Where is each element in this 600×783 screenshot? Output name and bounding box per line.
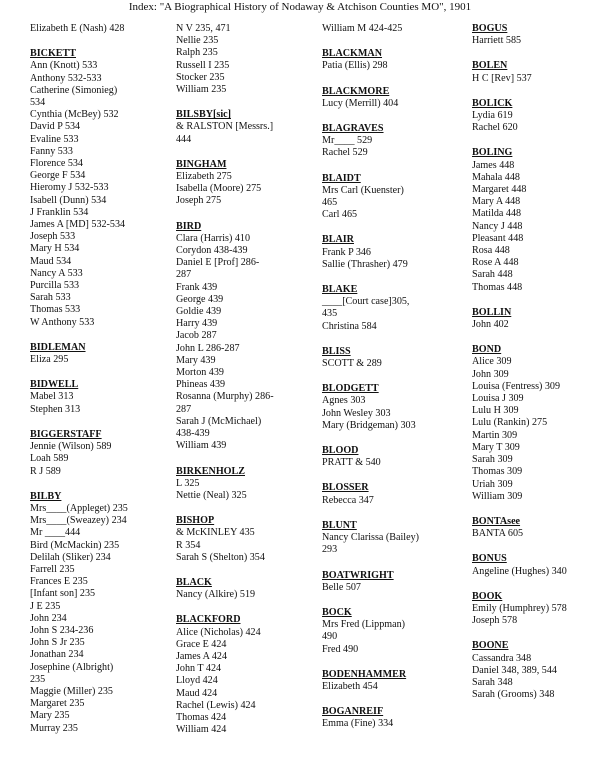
index-entry: Isabell (Dunn) 534 — [30, 194, 107, 206]
index-entry: Rosanna (Murphy) 286- — [176, 391, 274, 403]
index-section — [322, 482, 460, 506]
index-entry: Pleasant 448 — [472, 232, 524, 244]
index-entry: W Anthony 533 — [30, 316, 95, 328]
index-entry: John Wesley 303 — [322, 407, 391, 419]
index-entry: Mrs____(Sweazey) 234 — [30, 515, 127, 527]
index-entry: J E 235 — [30, 600, 61, 612]
index-entry: Russell I 235 — [176, 59, 230, 71]
page-header: Index: "A Biographical History of Nodaway & Atchison Counties MO", 1901 — [128, 1, 472, 13]
index-section — [30, 342, 162, 366]
surname-heading: BINGHAM — [176, 158, 227, 170]
index-entry: Bird (McMackin) 235 — [30, 539, 120, 551]
surname-heading: BIDWELL — [30, 379, 79, 391]
index-section — [472, 23, 596, 47]
surname-heading: BOND — [472, 344, 502, 356]
index-section — [472, 60, 596, 84]
index-entry: Purcilla 533 — [30, 280, 80, 292]
index-entry: Thomas 533 — [30, 304, 81, 316]
index-entry: Jacob 287 — [176, 330, 217, 342]
surname-heading: BOOK — [472, 590, 503, 602]
index-entry: Martin 309 — [472, 429, 518, 441]
surname-heading: BOONE — [472, 640, 509, 652]
index-entry: William M 424-425 — [322, 23, 403, 34]
surname-heading: BOCK — [322, 606, 352, 618]
index-entry: Daniel 348, 389, 544 — [472, 664, 557, 676]
index-section — [472, 344, 596, 503]
index-entry: Joseph 533 — [30, 231, 76, 243]
index-entry: Nancy Clarissa (Bailey) — [322, 532, 419, 544]
index-entry: Sarah S (Shelton) 354 — [176, 551, 265, 563]
index-entry: Daniel E [Prof] 286- — [176, 257, 260, 269]
surname-heading: BLAGRAVES — [322, 123, 384, 135]
index-entry: PRATT & 540 — [322, 457, 381, 469]
index-section — [322, 570, 460, 594]
index-entry: N V 235, 471 — [176, 23, 231, 34]
index-section — [30, 429, 162, 478]
index-entry: James A 424 — [176, 650, 228, 662]
surname-heading: BLISS — [322, 345, 351, 357]
index-entry: Fanny 533 — [30, 145, 73, 157]
index-section — [322, 173, 460, 222]
index-section — [176, 577, 310, 601]
index-entry: Eliza 295 — [30, 354, 69, 366]
index-entry: Loah 589 — [30, 453, 69, 465]
surname-heading: BLOSSER — [322, 482, 369, 494]
index-entry: Rose A 448 — [472, 257, 519, 269]
index-entry: Louisa J 309 — [472, 393, 524, 405]
index-section — [322, 520, 460, 557]
index-entry: John 234 — [30, 612, 67, 624]
index-entry: Sarah 309 — [472, 454, 513, 466]
index-entry: Christina 584 — [322, 320, 377, 332]
surname-heading: BLODGETT — [322, 383, 379, 395]
index-entry: Mrs Carl (Kuenster) — [322, 184, 404, 196]
index-entry: Florence 534 — [30, 158, 83, 170]
index-entry: Sarah 533 — [30, 292, 71, 304]
surname-heading: BOGANREIF — [322, 706, 384, 718]
index-entry: Rachel 529 — [322, 147, 368, 159]
index-section — [176, 614, 310, 736]
index-entry: John 309 — [472, 368, 509, 380]
index-entry: Fred 490 — [322, 643, 359, 655]
surname-heading: BLAKE — [322, 284, 358, 296]
index-entry: 235 — [30, 673, 46, 685]
index-entry: Cynthia (McBey) 532 — [30, 109, 119, 121]
index-entry: 287 — [176, 269, 192, 281]
surname-heading: BONTAsee — [472, 515, 521, 527]
index-entry: Mrs Fred (Lippman) — [322, 619, 405, 631]
index-entry: Elizabeth 275 — [176, 171, 232, 183]
index-entry: [Infant son] 235 — [30, 588, 96, 600]
index-entry: Nancy (Alkire) 519 — [176, 589, 256, 601]
index-entry: Farrell 235 — [30, 563, 75, 575]
index-entry: Rebecca 347 — [322, 494, 374, 506]
index-entry: Sarah 448 — [472, 269, 513, 281]
index-entry: Rachel (Lewis) 424 — [176, 699, 256, 711]
index-section — [176, 23, 310, 96]
index-section — [322, 23, 460, 35]
surname-heading: BICKETT — [30, 48, 76, 60]
index-entry: Maud 424 — [176, 687, 218, 699]
index-entry: John S Jr 235 — [30, 637, 85, 649]
index-entry: Nellie 235 — [176, 35, 219, 47]
index-entry: Mahala 448 — [472, 171, 520, 183]
index-entry: Joseph 275 — [176, 195, 222, 207]
index-entry: Mary H 534 — [30, 243, 80, 255]
index-entry: Frances E 235 — [30, 576, 88, 588]
index-section — [322, 706, 460, 730]
surname-heading: BIDLEMAN — [30, 341, 86, 353]
index-entry: Cassandra 348 — [472, 652, 532, 664]
index-entry: ____[Court case]305, — [322, 296, 410, 308]
index-entry: James 448 — [472, 159, 515, 171]
index-entry: Goldie 439 — [176, 306, 222, 318]
index-entry: Rosa 448 — [472, 245, 510, 257]
index-entry: Agnes 303 — [322, 395, 366, 407]
index-entry: Ralph 235 — [176, 47, 218, 59]
index-section — [322, 445, 460, 469]
index-entry: John L 286-287 — [176, 342, 240, 354]
index-entry: Catherine (Simonieg) — [30, 84, 118, 96]
index-entry: Anthony 532-533 — [30, 72, 102, 84]
index-entry: 444 — [176, 133, 192, 145]
index-entry: Margaret 448 — [472, 184, 527, 196]
index-entry: Sarah J (McMichael) — [176, 415, 262, 427]
surname-heading: BLACK — [176, 576, 212, 588]
index-entry: Frank 439 — [176, 281, 218, 293]
index-entry: Phineas 439 — [176, 379, 226, 391]
index-entry: J Franklin 534 — [30, 206, 89, 218]
surname-heading: BOLEN — [472, 60, 508, 72]
index-entry: John 402 — [472, 319, 509, 331]
index-entry: Nancy A 533 — [30, 267, 83, 279]
surname-heading: BOLICK — [472, 97, 513, 109]
index-column-4 — [472, 23, 596, 701]
index-entry: Maud 534 — [30, 255, 72, 267]
index-section — [322, 86, 460, 110]
index-section — [322, 123, 460, 160]
index-entry: Stephen 313 — [30, 403, 81, 415]
index-section — [472, 591, 596, 628]
surname-heading: BLACKMORE — [322, 85, 390, 97]
index-section — [322, 284, 460, 333]
index-entry: Lloyd 424 — [176, 675, 218, 687]
index-entry: 438-439 — [176, 428, 210, 440]
index-entry: Elizabeth 454 — [322, 680, 378, 692]
index-entry: 293 — [322, 544, 338, 556]
index-entry: Sarah (Grooms) 348 — [472, 689, 555, 701]
index-entry: David P 534 — [30, 121, 81, 133]
index-entry: Patia (Ellis) 298 — [322, 60, 388, 72]
index-entry: Belle 507 — [322, 581, 361, 593]
index-entry: Lucy (Merrill) 404 — [322, 97, 399, 109]
index-entry: William 439 — [176, 440, 227, 452]
index-entry: George 439 — [176, 293, 224, 305]
index-section — [322, 234, 460, 271]
index-entry: Angeline (Hughes) 340 — [472, 565, 567, 577]
surname-heading: BLAIDT — [322, 172, 361, 184]
index-section — [176, 159, 310, 208]
index-entry: 534 — [30, 97, 46, 109]
index-section — [472, 147, 596, 293]
index-entry: Emma (Fine) 334 — [322, 718, 394, 730]
index-entry: Elizabeth E (Nash) 428 — [30, 23, 125, 34]
index-entry: Matilda 448 — [472, 208, 522, 220]
index-entry: Mary A 448 — [472, 196, 521, 208]
index-section — [322, 383, 460, 432]
index-section — [322, 48, 460, 72]
index-entry: Frank P 346 — [322, 246, 371, 258]
index-entry: Stocker 235 — [176, 71, 225, 83]
index-entry: H C [Rev] 537 — [472, 72, 532, 84]
index-entry: Joseph 578 — [472, 615, 518, 627]
index-entry: Alice (Nicholas) 424 — [176, 626, 261, 638]
index-column-3 — [322, 23, 460, 731]
index-entry: Lulu H 309 — [472, 405, 519, 417]
index-entry: Mary 235 — [30, 710, 70, 722]
index-entry: Mrs____(Appleget) 235 — [30, 502, 128, 514]
index-section — [176, 515, 310, 564]
index-entry: John T 424 — [176, 663, 222, 675]
index-section — [176, 221, 310, 453]
index-entry: Hieromy J 532-533 — [30, 182, 109, 194]
index-entry: Murray 235 — [30, 722, 78, 734]
index-entry: Mary (Bridgeman) 303 — [322, 419, 416, 431]
index-entry: Morton 439 — [176, 367, 224, 379]
index-entry: George F 534 — [30, 170, 86, 182]
index-entry: R 354 — [176, 539, 201, 551]
index-entry: L 325 — [176, 477, 200, 489]
index-entry: Ann (Knott) 533 — [30, 60, 98, 72]
index-entry: Mr____ 529 — [322, 135, 373, 147]
index-section — [472, 307, 596, 331]
index-entry: Clara (Harris) 410 — [176, 232, 250, 244]
index-entry: R J 589 — [30, 465, 61, 477]
surname-heading: BLAIR — [322, 234, 354, 246]
surname-heading: BIRD — [176, 220, 202, 232]
index-entry: Thomas 448 — [472, 281, 523, 293]
index-entry: Mabel 313 — [30, 391, 74, 403]
index-entry: Maggie (Miller) 235 — [30, 685, 113, 697]
index-entry: Thomas 424 — [176, 711, 227, 723]
index-entry: Mr ____444 — [30, 527, 81, 539]
surname-heading: BIRKENHOLZ — [176, 465, 245, 477]
index-entry: Mary T 309 — [472, 441, 520, 453]
surname-heading: BILSBY[sic] — [176, 109, 231, 121]
surname-heading: BLACKMAN — [322, 48, 383, 60]
index-entry: & McKINLEY 435 — [176, 527, 255, 539]
index-entry: William 309 — [472, 490, 523, 502]
index-section — [322, 607, 460, 656]
index-entry: & RALSTON [Messrs.] — [176, 121, 274, 133]
index-entry: Grace E 424 — [176, 638, 227, 650]
index-entry: Isabella (Moore) 275 — [176, 183, 262, 195]
index-entry: 287 — [176, 403, 192, 415]
index-entry: Evaline 533 — [30, 133, 79, 145]
surname-heading: BOLING — [472, 147, 513, 159]
surname-heading: BIGGERSTAFF — [30, 428, 102, 440]
index-entry: Sarah 348 — [472, 676, 513, 688]
index-section — [30, 491, 162, 735]
surname-heading: BOGUS — [472, 23, 508, 34]
surname-heading: BODENHAMMER — [322, 668, 407, 680]
index-entry: Harriett 585 — [472, 35, 522, 47]
index-entry: SCOTT & 289 — [322, 358, 382, 370]
index-entry: Louisa (Fentress) 309 — [472, 380, 561, 392]
index-section — [30, 48, 162, 329]
surname-heading: BILBY — [30, 490, 62, 502]
index-entry: James A [MD] 532-534 — [30, 219, 126, 231]
index-entry: 435 — [322, 308, 338, 320]
index-entry: Lulu (Rankin) 275 — [472, 417, 548, 429]
index-section — [472, 640, 596, 701]
index-entry: 465 — [322, 197, 338, 209]
index-entry: Uriah 309 — [472, 478, 513, 490]
index-entry: Delilah (Sliker) 234 — [30, 551, 111, 563]
index-entry: Emily (Humphrey) 578 — [472, 602, 567, 614]
index-column-2 — [176, 23, 310, 736]
index-entry: Harry 439 — [176, 318, 218, 330]
surname-heading: BOATWRIGHT — [322, 569, 394, 581]
index-entry: Sallie (Thrasher) 479 — [322, 258, 408, 270]
index-section — [30, 379, 162, 416]
index-section — [30, 23, 162, 35]
surname-heading: BONUS — [472, 553, 507, 565]
index-section — [176, 466, 310, 503]
index-entry: Carl 465 — [322, 209, 358, 221]
index-entry: John S 234-236 — [30, 624, 94, 636]
index-entry: Nettie (Neal) 325 — [176, 489, 247, 501]
index-section — [322, 669, 460, 693]
index-section — [472, 516, 596, 540]
index-entry: Alice 309 — [472, 356, 512, 368]
index-entry: Margaret 235 — [30, 698, 85, 710]
surname-heading: BLUNT — [322, 519, 357, 531]
index-entry: BANTA 605 — [472, 528, 524, 540]
index-entry: Nancy J 448 — [472, 220, 523, 232]
index-section — [472, 98, 596, 135]
index-column-1 — [30, 23, 162, 735]
index-entry: Lydia 619 — [472, 110, 513, 122]
surname-heading: BLACKFORD — [176, 614, 241, 626]
index-section — [176, 109, 310, 146]
index-entry: Rachel 620 — [472, 122, 518, 134]
surname-heading: BLOOD — [322, 445, 359, 457]
index-section — [472, 553, 596, 577]
index-entry: Jennie (Wilson) 589 — [30, 441, 112, 453]
index-entry: William 235 — [176, 84, 227, 96]
index-entry: Mary 439 — [176, 354, 216, 366]
index-entry: Thomas 309 — [472, 466, 523, 478]
index-section — [322, 346, 460, 370]
surname-heading: BISHOP — [176, 515, 215, 527]
index-entry: 490 — [322, 631, 338, 643]
index-entry: Josephine (Albright) — [30, 661, 114, 673]
index-entry: William 424 — [176, 724, 227, 736]
surname-heading: BOLLIN — [472, 306, 512, 318]
index-entry: Corydon 438-439 — [176, 245, 248, 257]
index-entry: Jonathan 234 — [30, 649, 84, 661]
